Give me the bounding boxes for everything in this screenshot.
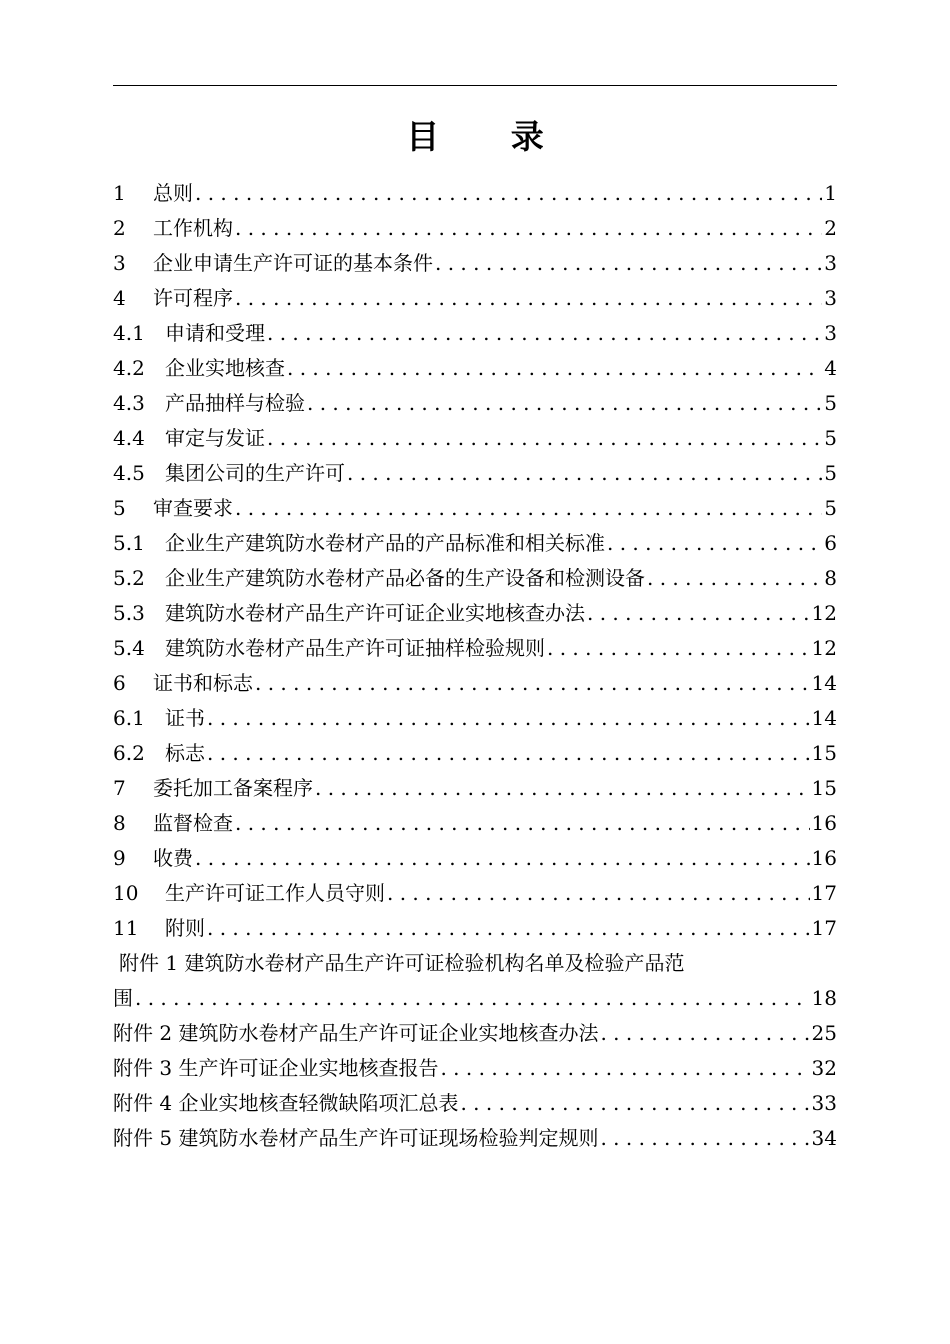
toc-entry-number: 5.3	[113, 601, 145, 625]
leader-dots	[460, 1086, 809, 1121]
leader-dots	[235, 211, 822, 246]
leader-dots	[235, 281, 822, 316]
toc-entry-page: 16	[811, 846, 837, 870]
toc-entry-page: 5	[824, 496, 837, 520]
toc-entry-label: 工作机构	[153, 216, 233, 240]
toc-entry-label: 附件 3 生产许可证企业实地核查报告	[113, 1056, 439, 1080]
toc-entry[interactable]	[113, 561, 837, 596]
toc-entry-page: 32	[811, 1056, 837, 1080]
toc-entry-label: 企业生产建筑防水卷材产品必备的生产设备和检测设备	[165, 566, 645, 590]
toc-entry-number: 8	[113, 811, 126, 835]
toc-entry-page: 16	[811, 811, 837, 835]
toc-entry-page: 12	[811, 601, 837, 625]
toc-entry-page: 15	[811, 741, 837, 765]
toc-entry-page: 5	[824, 426, 837, 450]
toc-entry-number: 7	[113, 776, 126, 800]
toc-entry-page: 1	[824, 181, 837, 205]
leader-dots	[607, 526, 822, 561]
toc-entry-number: 6.2	[113, 741, 145, 765]
toc-entry[interactable]	[113, 666, 837, 701]
toc-title: 目 录	[406, 117, 574, 156]
toc-entry-attachment-1-line2[interactable]	[113, 981, 837, 1016]
leader-dots	[600, 1016, 809, 1051]
toc-entry-attachment[interactable]	[113, 1016, 837, 1051]
toc-entry-page: 15	[811, 776, 837, 800]
toc-entry-label: 集团公司的生产许可	[165, 461, 345, 485]
toc-entry[interactable]	[113, 281, 837, 316]
leader-dots	[287, 351, 822, 386]
toc-entry[interactable]	[113, 771, 837, 806]
toc-entry-number: 1	[113, 181, 126, 205]
toc-entry-number: 2	[113, 216, 126, 240]
toc-entry[interactable]	[113, 176, 837, 211]
toc-entry-label: 许可程序	[153, 286, 233, 310]
toc-entry-label: 收费	[153, 846, 193, 870]
toc-entry[interactable]	[113, 911, 837, 946]
toc-entry-page: 17	[811, 916, 837, 940]
toc-entry-number: 10	[113, 881, 139, 905]
toc-entry-label: 附件 4 企业实地核查轻微缺陷项汇总表	[113, 1091, 459, 1115]
toc-entry[interactable]	[113, 421, 837, 456]
toc-entry-label: 企业生产建筑防水卷材产品的产品标准和相关标准	[165, 531, 605, 555]
toc-entry-label: 企业申请生产许可证的基本条件	[153, 251, 433, 275]
toc-entry-page: 14	[811, 671, 837, 695]
toc-entry-label: 监督检查	[153, 811, 233, 835]
toc-entry-page: 8	[824, 566, 837, 590]
toc-entry[interactable]	[113, 596, 837, 631]
leader-dots	[587, 596, 810, 631]
leader-dots	[647, 561, 822, 596]
toc-entry-label: 证书	[165, 706, 205, 730]
header-rule	[113, 85, 837, 86]
toc-entry-label: 标志	[165, 741, 205, 765]
toc-entry[interactable]	[113, 876, 837, 911]
toc-entry-number: 4	[113, 286, 126, 310]
toc-entry-attachment[interactable]	[113, 1051, 837, 1086]
toc-entry-label: 生产许可证工作人员守则	[165, 881, 385, 905]
toc-entry[interactable]	[113, 701, 837, 736]
leader-dots	[195, 841, 810, 876]
toc-entry-page: 18	[811, 986, 837, 1010]
toc-entry[interactable]	[113, 841, 837, 876]
toc-entry-number: 4.5	[113, 461, 145, 485]
toc-entry-label: 总则	[153, 181, 193, 205]
toc-entry-number: 4.1	[113, 321, 145, 345]
toc-entry-page: 3	[824, 251, 837, 275]
toc-entry-label: 审查要求	[153, 496, 233, 520]
leader-dots	[600, 1121, 809, 1156]
toc-entry-number: 5	[113, 496, 126, 520]
leader-dots	[235, 491, 822, 526]
toc-entry-page: 3	[824, 286, 837, 310]
toc-entry-label: 审定与发证	[165, 426, 265, 450]
toc-entry-page: 6	[824, 531, 837, 555]
toc-entry[interactable]	[113, 386, 837, 421]
toc-entry-page: 12	[811, 636, 837, 660]
toc-entry-label: 建筑防水卷材产品生产许可证抽样检验规则	[165, 636, 545, 660]
toc-entry[interactable]	[113, 806, 837, 841]
toc-entry[interactable]	[113, 491, 837, 526]
toc-entry[interactable]	[113, 211, 837, 246]
toc-entry-number: 4.3	[113, 391, 145, 415]
toc-entry-number: 5.4	[113, 636, 145, 660]
toc-entry-attachment[interactable]	[113, 1121, 837, 1156]
toc-entry[interactable]	[113, 246, 837, 281]
leader-dots	[207, 701, 810, 736]
toc-entry-number: 5.1	[113, 531, 145, 555]
toc-entry[interactable]	[113, 456, 837, 491]
leader-dots	[440, 1051, 809, 1086]
toc-entry-page: 25	[811, 1021, 837, 1045]
toc-entry-page: 5	[824, 461, 837, 485]
leader-dots	[547, 631, 810, 666]
toc-entry-number: 6	[113, 671, 126, 695]
toc-entry-number: 5.2	[113, 566, 145, 590]
leader-dots	[267, 316, 822, 351]
leader-dots	[207, 911, 810, 946]
leader-dots	[435, 246, 822, 281]
toc-entry-number: 9	[113, 846, 126, 870]
toc-entry-page: 14	[811, 706, 837, 730]
leader-dots	[347, 456, 822, 491]
toc-entry[interactable]	[113, 736, 837, 771]
toc-entry-label: 围	[113, 986, 133, 1010]
toc-entry-label: 附件 2 建筑防水卷材产品生产许可证企业实地核查办法	[113, 1021, 599, 1045]
toc-entry-label: 附件 5 建筑防水卷材产品生产许可证现场检验判定规则	[113, 1126, 599, 1150]
toc-entry-number: 4.2	[113, 356, 145, 380]
toc-entry-page: 4	[824, 356, 837, 380]
toc-entry-attachment-1-line1[interactable]	[113, 946, 837, 981]
leader-dots	[315, 771, 810, 806]
toc-entry-number: 3	[113, 251, 126, 275]
leader-dots	[267, 421, 822, 456]
toc-entry-page: 34	[811, 1126, 837, 1150]
leader-dots	[135, 981, 810, 1016]
toc-entry-label: 产品抽样与检验	[165, 391, 305, 415]
leader-dots	[195, 176, 822, 211]
toc-entry[interactable]	[113, 351, 837, 386]
toc-entry-page: 2	[824, 216, 837, 240]
toc-entry-number: 4.4	[113, 426, 145, 450]
toc-entry-page: 17	[811, 881, 837, 905]
leader-dots	[307, 386, 822, 421]
toc-entry-page: 33	[811, 1091, 837, 1115]
toc-entry-label: 附则	[165, 916, 205, 940]
toc-entry-label: 证书和标志	[153, 671, 253, 695]
leader-dots	[207, 736, 810, 771]
toc-entry-label: 企业实地核查	[165, 356, 285, 380]
toc-entry-number: 6.1	[113, 706, 145, 730]
toc-entry-attachment[interactable]	[113, 1086, 837, 1121]
toc-entry-label: 附件 1 建筑防水卷材产品生产许可证检验机构名单及检验产品范	[119, 951, 685, 975]
toc-entry-page: 5	[824, 391, 837, 415]
toc-entry-label: 委托加工备案程序	[153, 776, 313, 800]
leader-dots	[235, 806, 810, 841]
leader-dots	[387, 876, 810, 911]
toc-entry-label: 申请和受理	[165, 321, 265, 345]
table-of-contents	[113, 176, 837, 1156]
toc-entry-number: 11	[113, 916, 139, 940]
toc-entry[interactable]	[113, 631, 837, 666]
toc-entry-label: 建筑防水卷材产品生产许可证企业实地核查办法	[165, 601, 585, 625]
toc-entry[interactable]	[113, 316, 837, 351]
toc-entry-page: 3	[824, 321, 837, 345]
leader-dots	[255, 666, 810, 701]
toc-entry[interactable]	[113, 526, 837, 561]
